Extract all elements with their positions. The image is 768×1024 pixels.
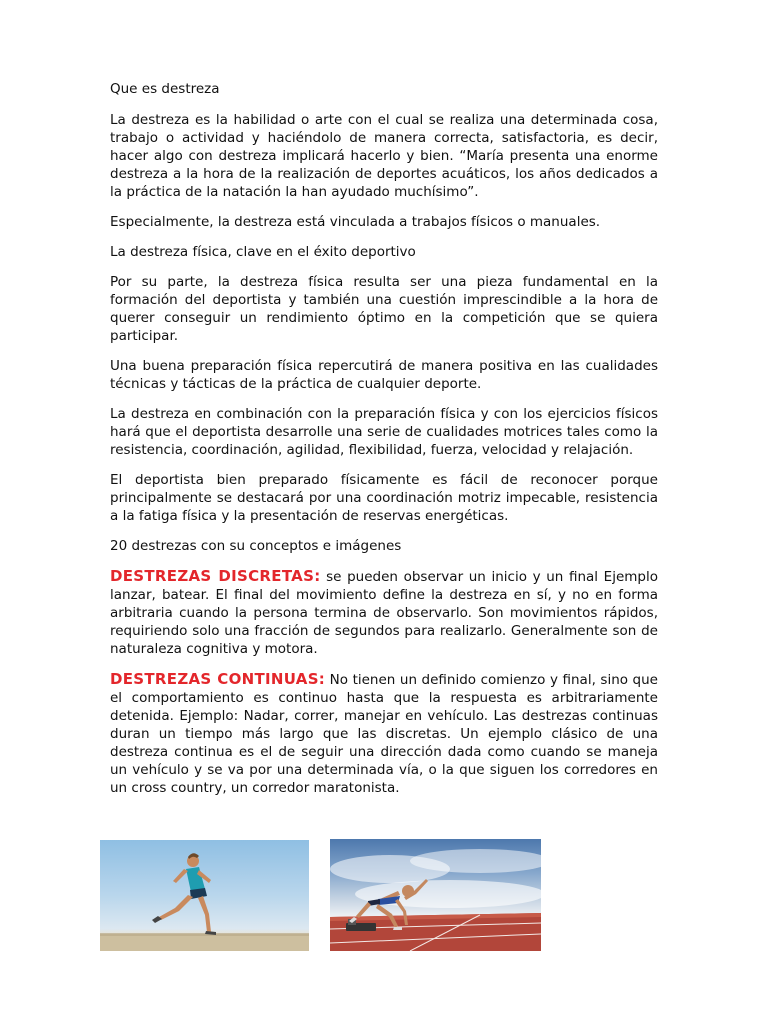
document-body bbox=[110, 80, 658, 797]
text-discretas: se pueden observar un inicio y un final Ejemplo lanzar, batear. El final del movimiento define la destreza en sí, y no en forma arbitraria cuando la persona termina de observarlo. Son movimientos rápidos, requiriendo solo una fracción de segundos para realizarlo. Generalmente son de naturaleza cognitiva y motora. bbox=[110, 569, 658, 657]
list-title: 20 destrezas con su conceptos e imágenes bbox=[110, 538, 402, 554]
paragraph-discretas bbox=[110, 567, 658, 658]
label-discretas: DESTREZAS DISCRETAS: bbox=[110, 567, 321, 585]
sprinter-illustration bbox=[330, 839, 541, 951]
paragraph-continuas bbox=[110, 670, 658, 797]
label-continuas: DESTREZAS CONTINUAS: bbox=[110, 670, 326, 688]
paragraph-formation: Por su parte, la destreza física resulta ser una pieza fundamental en la formación del deportista y también una cuestión imprescindible a la hora de querer conseguir un rendimiento óptimo en la competición que se quiera participar. bbox=[110, 274, 658, 344]
text-continuas: No tienen un definido comienzo y final, sino que el comportamiento es continuo hasta que la respuesta es arbitrariamente detenida. Ejemplo: Nadar, correr, manejar en vehículo. Las destrezas continuas duran un tiempo más largo que las discretas. Un ejemplo clásico de una destreza continua es el de seguir una dirección dada como cuando se maneja un vehículo y se va por una determinada vía, o la que siguen los corredores en un cross country, un corredor maratonista. bbox=[110, 672, 658, 796]
paragraph-preparation: Una buena preparación física repercutirá de manera positiva en las cualidades técnicas y tácticas de la práctica de cualquier deporte. bbox=[110, 358, 658, 392]
sprinter-photo bbox=[330, 839, 541, 951]
paragraph-manual: Especialmente, la destreza está vinculada a trabajos físicos o manuales. bbox=[110, 214, 601, 230]
subheading-physical: La destreza física, clave en el éxito deportivo bbox=[110, 244, 416, 260]
paragraph-definition: La destreza es la habilidad o arte con el cual se realiza una determinada cosa, trabajo o actividad y haciéndolo de manera correcta, satisfactoria, es decir, hacer algo con destreza implicará hacerlo y bien. “María presenta una enorme destreza a la hora de la realización de deportes acuáticos, los años dedicados a la práctica de la natación la han ayudado muchísimo”. bbox=[110, 112, 658, 200]
runner-woman-photo bbox=[100, 840, 309, 951]
runner-woman-illustration bbox=[100, 840, 309, 951]
paragraph-qualities: La destreza en combinación con la preparación física y con los ejercicios físicos hará que el deportista desarrolle una serie de cualidades motrices tales como la resistencia, coordinación, agilidad, flexibilidad, fuerza, velocidad y relajación. bbox=[110, 406, 658, 458]
page-title: Que es destreza bbox=[110, 81, 220, 97]
paragraph-athlete: El deportista bien preparado físicamente es fácil de reconocer porque principalmente se destacará por una coordinación motriz impecable, resistencia a la fatiga física y la presentación de reservas energéticas. bbox=[110, 472, 658, 524]
